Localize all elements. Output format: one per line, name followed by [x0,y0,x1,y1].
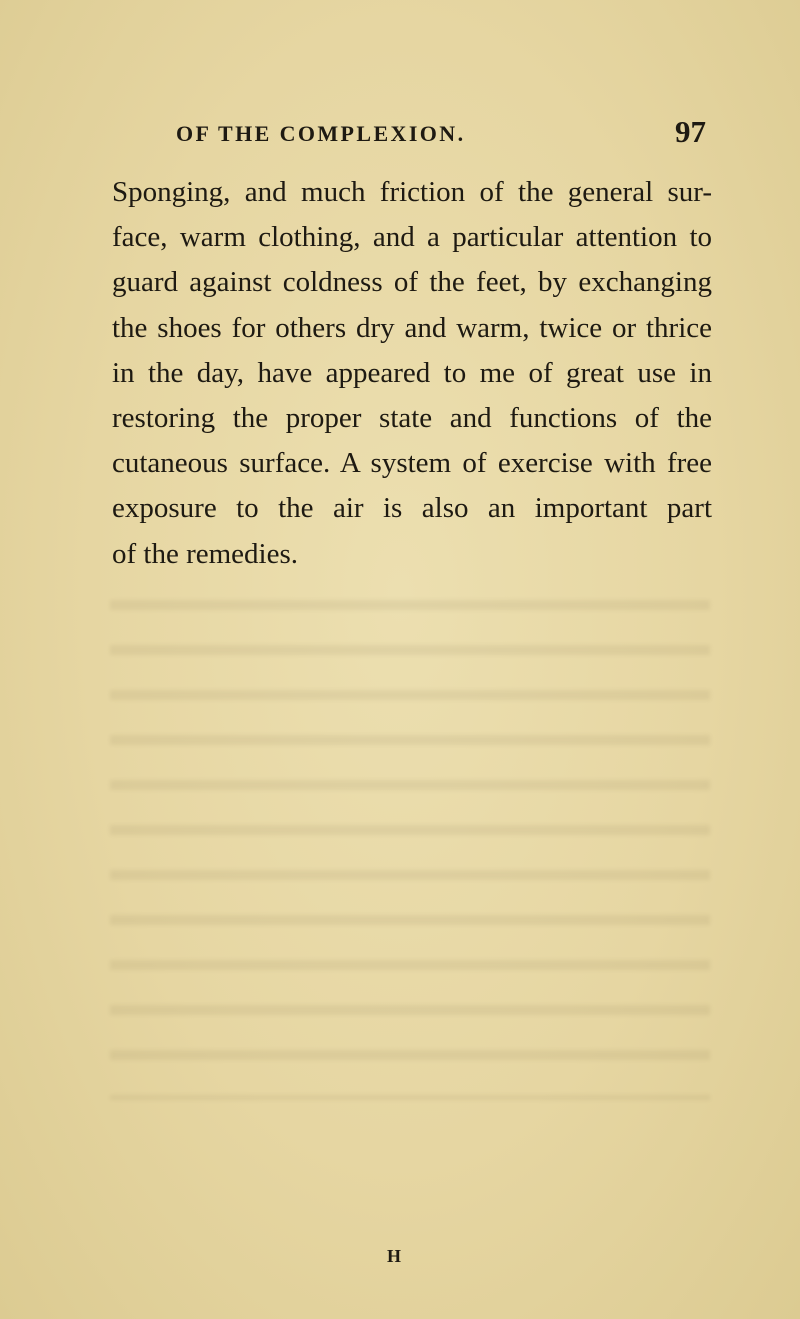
text-line: in the day, have appeared to me of great use in [112,356,712,389]
running-head [176,114,706,153]
text-line: restoring the proper state and functions of the [112,401,712,434]
text-line: Sponging, and much friction of the general sur- [112,176,712,208]
running-title: OF THE COMPLEXION. [176,121,466,146]
text-line: the shoes for others dry and warm, twice or thrice [112,311,712,344]
page-number: 97 [675,114,706,149]
bleed-through-texture [110,580,710,1100]
signature-mark: H [387,1246,402,1266]
text-line: face, warm clothing, and a particular attention to [112,221,712,254]
text-line: of the remedies. [112,537,299,570]
text-line: cutaneous surface. A system of exercise with free [112,447,712,480]
text-line: guard against coldness of the feet, by exchanging [112,266,712,299]
text-line: exposure to the air is also an important part [112,492,712,525]
body-paragraph [112,170,712,577]
